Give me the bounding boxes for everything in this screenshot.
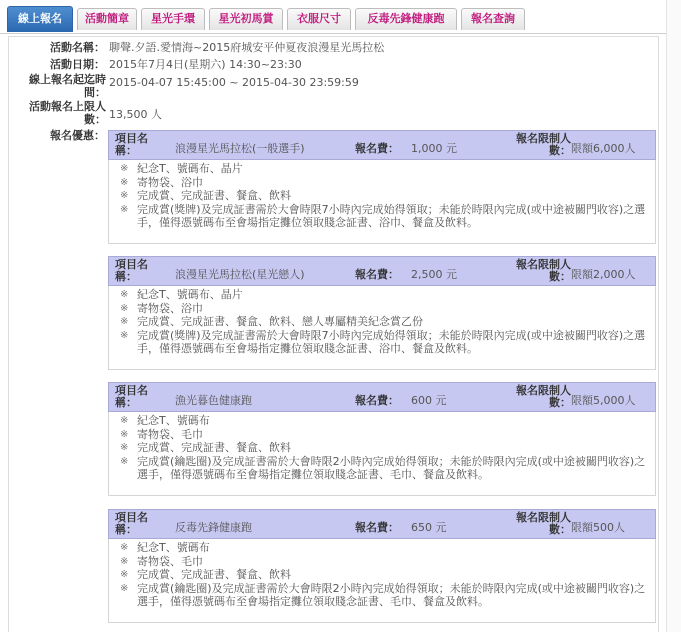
benefit-item: ※ 寄物袋、毛巾 (120, 427, 203, 441)
event-header (108, 382, 656, 412)
benefit-item: ※ 寄物袋、浴巾 (120, 175, 203, 189)
tab-registration-query[interactable]: 報名查詢 (461, 8, 525, 30)
benefit-item: ※ 寄物袋、浴巾 (120, 301, 203, 315)
event-date-label: 活動日期： (50, 58, 105, 71)
event-benefits (108, 412, 656, 496)
benefit-item: ※ 完成賞、完成証書、餐盒、飲料、戀人專屬精美紀念賞乙份 (120, 315, 423, 328)
event-block-general-marathon (108, 130, 656, 244)
limit-label: 報名限制人數： (516, 132, 571, 157)
benefit-item: ※ 紀念T、號碼布 (120, 541, 210, 554)
registration-panel (8, 36, 659, 632)
event-block-couple-marathon (108, 256, 656, 370)
registration-perks-label: 報名優惠： (50, 129, 105, 142)
benefit-item: ※ 寄物袋、毛巾 (120, 554, 203, 568)
benefit-item: ※ 紀念T、號碼布 (120, 414, 210, 427)
page-scroll-edge (666, 0, 681, 632)
benefit-item: ※ 完成賞(鑰匙圈)及完成証書需於大會時限2小時內完成始得領取；未能於時限內完成(或中途被關門收容)之選手，僅得憑號碼布至會場指定攤位領取賤念証書、毛巾、餐盒及飲料。 (120, 581, 646, 608)
event-block-dusk-fun-run (108, 382, 656, 496)
event-block-anti-drug-run (108, 509, 656, 623)
limit-label: 報名限制人數： (516, 511, 571, 536)
benefit-item: ※ 完成賞、完成証書、餐盒、飲料 (120, 568, 291, 581)
fee-label: 報名費： (355, 142, 399, 155)
fee-label: 報名費： (355, 521, 399, 534)
registration-period-value: 2015-04-07 15:45:00 ~ 2015-04-30 23:59:59 (109, 76, 359, 89)
item-name-label: 項目名稱： (115, 132, 148, 157)
event-name-label: 活動名稱： (50, 41, 105, 54)
tab-clothing-size[interactable]: 衣服尺寸 (287, 8, 351, 30)
benefit-item: ※ 紀念T、號碼布、晶片 (120, 288, 243, 301)
limit-value: 限額2,000人 (571, 268, 636, 281)
limit-value: 限額6,000人 (571, 142, 636, 155)
event-date-value: 2015年7月4日(星期六) 14:30~23:30 (109, 58, 302, 71)
limit-value: 限額5,000人 (571, 394, 636, 407)
event-header (108, 256, 656, 286)
tab-event-brochure[interactable]: 活動簡章 (77, 8, 137, 30)
item-name-value: 浪漫星光馬拉松(一般選手) (175, 142, 305, 155)
limit-label: 報名限制人數： (516, 384, 571, 409)
tab-online-registration[interactable]: 線上報名 (7, 6, 73, 32)
item-name-value: 反毒先鋒健康跑 (175, 521, 252, 534)
tab-anti-drug-run[interactable]: 反毒先鋒健康跑 (355, 8, 457, 30)
fee-label: 報名費： (355, 268, 399, 281)
item-name-label: 項目名稱： (115, 384, 148, 409)
item-name-value: 浪漫星光馬拉松(星光戀人) (175, 268, 305, 281)
fee-value: 650 元 (411, 521, 447, 534)
event-header (108, 509, 656, 539)
event-name-value: 聊聲.夕語.愛情海~2015府城安平仲夏夜浪漫星光馬拉松 (109, 41, 385, 54)
registration-cap-value: 13,500 人 (109, 108, 162, 121)
event-benefits (108, 286, 656, 370)
event-benefits (108, 539, 656, 623)
benefit-item: ※ 紀念T、號碼布、晶片 (120, 162, 243, 175)
event-header (108, 130, 656, 160)
benefit-item: ※ 完成賞(鑰匙圈)及完成証書需於大會時限2小時內完成始得領取；未能於時限內完成(或中途被關門收容)之選手，僅得憑號碼布至會場指定攤位領取賤念証書、毛巾、餐盒及飲料。 (120, 454, 646, 481)
fee-value: 2,500 元 (411, 268, 457, 281)
event-benefits (108, 160, 656, 244)
tab-bar (0, 0, 681, 34)
benefit-item: ※ 完成賞(獎牌)及完成証書需於大會時限7小時內完成始得領取；未能於時限內完成(或中途被關門收容)之選手，僅得憑號碼布至會場指定攤位領取賤念証書、浴巾、餐盒及飲料。 (120, 202, 646, 229)
tab-first-marathon-award[interactable]: 星光初馬賞 (209, 8, 283, 30)
tab-starlight-bracelet[interactable]: 星光手環 (141, 8, 205, 30)
benefit-item: ※ 完成賞、完成証書、餐盒、飲料 (120, 441, 291, 454)
limit-label: 報名限制人數： (516, 258, 571, 283)
fee-value: 1,000 元 (411, 142, 457, 155)
registration-cap-label: 活動報名上限人數： (29, 100, 106, 126)
item-name-label: 項目名稱： (115, 511, 148, 536)
fee-value: 600 元 (411, 394, 447, 407)
registration-period-label: 線上報名起迄時間： (29, 73, 106, 99)
limit-value: 限額500人 (571, 521, 625, 534)
item-name-value: 漁光暮色健康跑 (175, 394, 252, 407)
item-name-label: 項目名稱： (115, 258, 148, 283)
benefit-item: ※ 完成賞(獎牌)及完成証書需於大會時限7小時內完成始得領取；未能於時限內完成(或中途被關門收容)之選手，僅得憑號碼布至會場指定攤位領取賤念証書、浴巾、餐盒及飲料。 (120, 328, 646, 355)
benefit-item: ※ 完成賞、完成証書、餐盒、飲料 (120, 189, 291, 202)
fee-label: 報名費： (355, 394, 399, 407)
